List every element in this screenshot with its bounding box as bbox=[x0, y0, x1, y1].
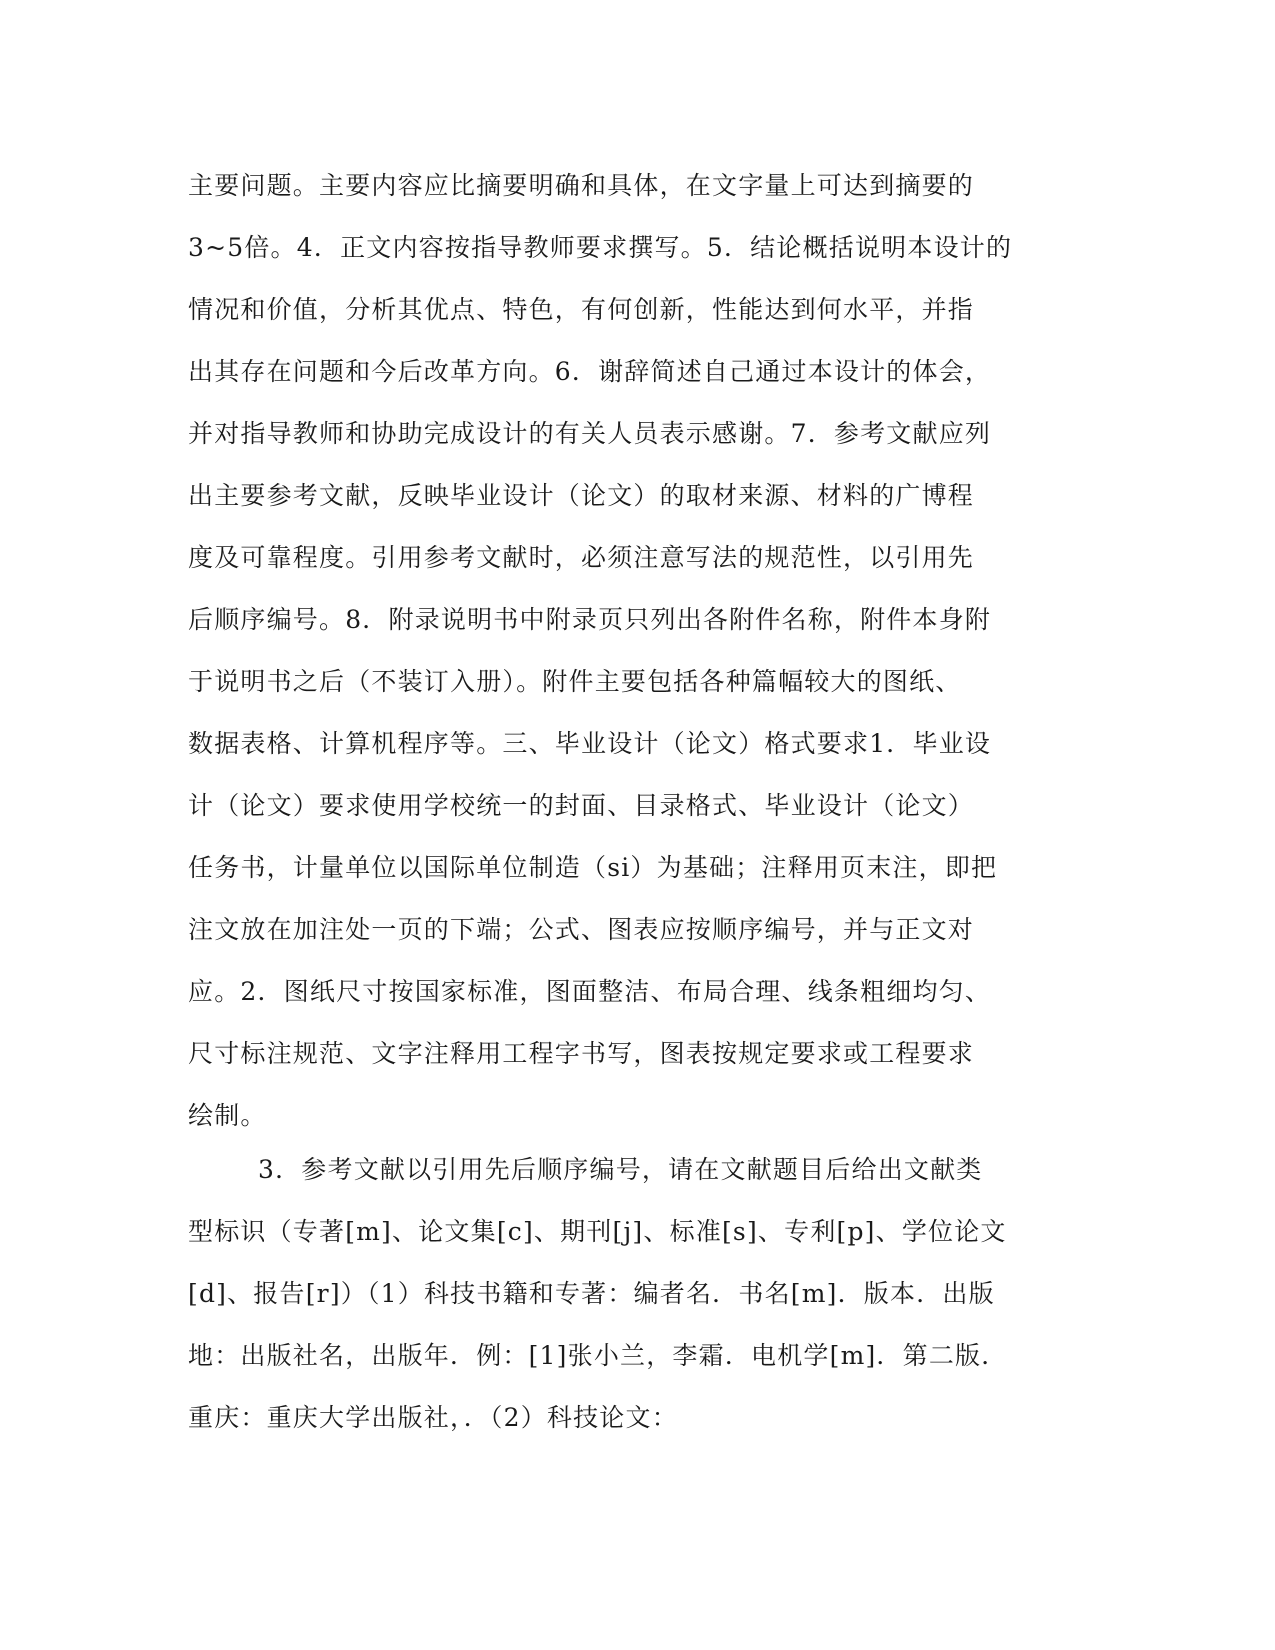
text-line: 应。2．图纸尺寸按国家标准，图面整洁、布局合理、线条粗细均匀、 bbox=[188, 977, 992, 1006]
text-line: 出主要参考文献，反映毕业设计（论文）的取材来源、材料的广博程 bbox=[188, 481, 975, 510]
text-line: 计（论文）要求使用学校统一的封面、目录格式、毕业设计（论文） bbox=[188, 791, 975, 820]
body-paragraph-2 bbox=[188, 1150, 1088, 1460]
text-line: 后顺序编号。8．附录说明书中附录页只列出各附件名称，附件本身附 bbox=[188, 605, 992, 634]
text-line: 于说明书之后（不装订入册）。附件主要包括各种篇幅较大的图纸、 bbox=[188, 667, 962, 696]
text-line: 任务书，计量单位以国际单位制造（si）为基础；注释用页末注，即把 bbox=[188, 853, 998, 882]
text-line: 3~5倍。4．正文内容按指导教师要求撰写。5．结论概括说明本设计的 bbox=[188, 233, 1013, 262]
body-paragraph-1 bbox=[188, 166, 1088, 1158]
text-line: 并对指导教师和协助完成设计的有关人员表示感谢。7．参考文献应列 bbox=[188, 419, 992, 448]
text-line: 主要问题。主要内容应比摘要明确和具体，在文字量上可达到摘要的 bbox=[188, 171, 975, 200]
text-line: 度及可靠程度。引用参考文献时，必须注意写法的规范性，以引用先 bbox=[188, 543, 975, 572]
text-line: 绘制。 bbox=[188, 1101, 267, 1130]
text-line: 尺寸标注规范、文字注释用工程字书写，图表按规定要求或工程要求 bbox=[188, 1039, 975, 1068]
text-line: 出其存在问题和今后改革方向。6．谢辞简述自己通过本设计的体会， bbox=[188, 357, 992, 386]
text-line: 重庆：重庆大学出版社，．（2）科技论文： bbox=[188, 1403, 678, 1432]
text-line: 注文放在加注处一页的下端；公式、图表应按顺序编号，并与正文对 bbox=[188, 915, 975, 944]
text-line: 地：出版社名，出版年．例：[1]张小兰，李霜．电机学[m]．第二版． bbox=[188, 1341, 1008, 1370]
text-line: 情况和价值，分析其优点、特色，有何创新，性能达到何水平，并指 bbox=[188, 295, 975, 324]
text-line: 型标识（专著[m]、论文集[c]、期刊[j]、标准[s]、专利[p]、学位论文 bbox=[188, 1217, 1007, 1246]
text-line: [d]、报告[r]）（1）科技书籍和专著：编者名．书名[m]．版本．出版 bbox=[188, 1279, 995, 1308]
text-line: 数据表格、计算机程序等。三、毕业设计（论文）格式要求1．毕业设 bbox=[188, 729, 992, 758]
text-line-indented: 3．参考文献以引用先后顺序编号，请在文献题目后给出文献类 bbox=[258, 1155, 983, 1184]
